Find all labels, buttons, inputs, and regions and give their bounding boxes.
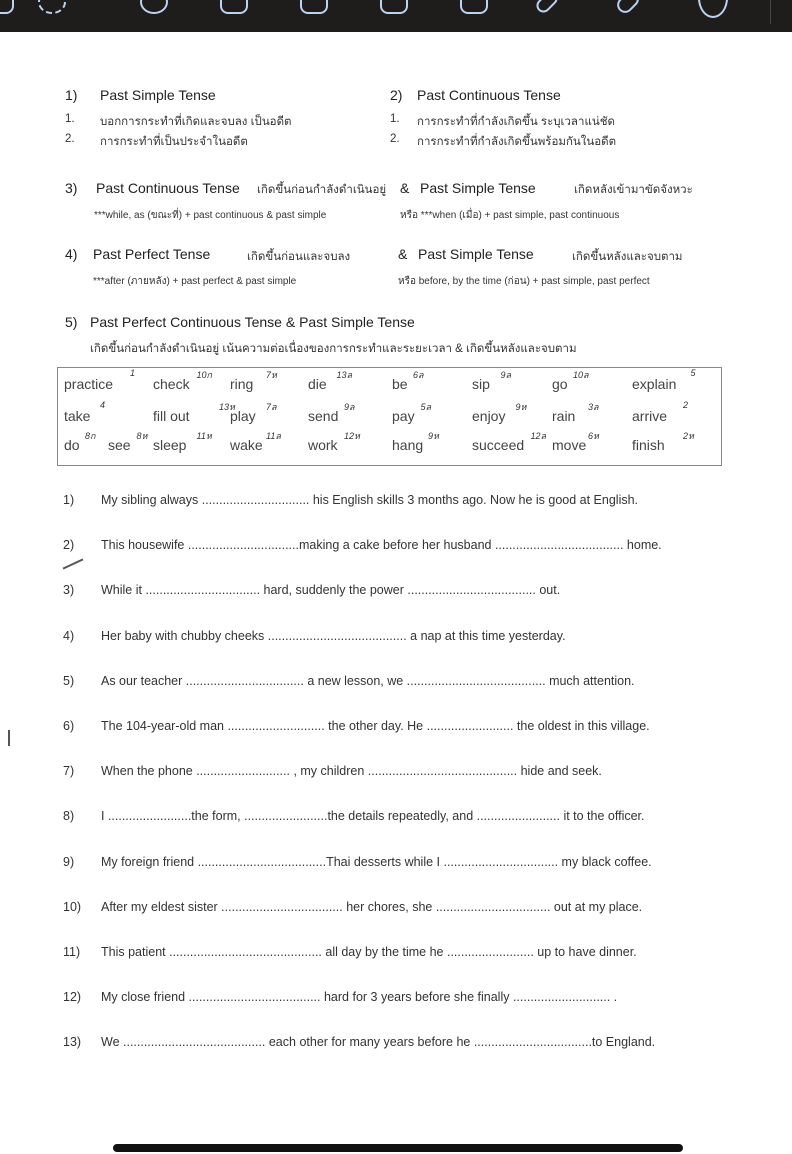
ampersand: & [398, 246, 408, 262]
word-box-item: practice [64, 376, 114, 392]
word-box-item: check [153, 376, 190, 392]
word-box-item: rain [552, 408, 576, 424]
handwritten-note: 13ล [336, 370, 353, 380]
word-box-item: wake [230, 437, 263, 453]
handwritten-note: 3ล [588, 402, 599, 412]
word-box-item: be [392, 376, 408, 392]
handwritten-note: 2 [683, 400, 689, 410]
word-box-item: send [308, 408, 339, 424]
handwritten-note: 13ห [219, 402, 235, 412]
rule-number: 4) [65, 246, 78, 262]
word-box-item: sleep [153, 437, 187, 453]
rule-number: 5) [65, 314, 78, 330]
word-box-item: succeed [472, 437, 525, 453]
question-item [63, 945, 637, 959]
word-box-item: sip [472, 376, 490, 392]
handwritten-note: 11ล [266, 431, 281, 441]
question-item [63, 493, 638, 507]
word-box-item: go [552, 376, 568, 392]
rule-item: การกระทำที่กำลังเกิดขึ้นพร้อมกันในอดีต [417, 136, 617, 148]
word-box-item: arrive [632, 408, 668, 424]
handwritten-note: 1 [130, 368, 136, 378]
word-box-item: fill out [153, 408, 190, 424]
rule-title: Past Simple Tense [100, 87, 216, 103]
question-text: The 104-year-old man ............................ the other day. He ......................... the oldest in this village. [101, 719, 650, 733]
zoom-in-icon[interactable] [460, 0, 488, 14]
question-text: Her baby with chubby cheeks ........................................ a nap at this time yesterday. [101, 628, 566, 643]
question-number: 11) [63, 945, 81, 959]
question-item [63, 538, 662, 552]
pen-icon[interactable] [534, 0, 561, 15]
word-box-item: move [552, 437, 587, 453]
handwritten-note: 6ห [588, 431, 599, 441]
handwritten-note: 12ล [530, 431, 547, 441]
home-indicator[interactable] [113, 1144, 683, 1152]
rule-desc: เกิดหลังเข้ามาขัดจังหวะ [574, 184, 693, 196]
rule-item: การกระทำที่เป็นประจำในอดีต [100, 136, 248, 148]
question-text: My foreign friend .....................................Thai desserts while I ................................. my black coffee. [101, 854, 652, 869]
question-item [63, 674, 635, 688]
rule-desc: เกิดขึ้นก่อนและจบลง [247, 251, 351, 263]
question-number: 1) [63, 493, 75, 507]
rule-number: 1) [65, 87, 78, 103]
rule-desc: เกิดขึ้นก่อนกำลังดำเนินอยู่ [257, 184, 387, 196]
question-text: My close friend ...................................... hard for 3 years before she finally ............................ . [101, 990, 618, 1005]
pen-mark [8, 730, 10, 746]
question-text: This housewife ................................making a cake before her husband ..................................... home. [101, 538, 662, 553]
handwritten-note: 5 [690, 368, 696, 378]
question-text: When the phone ........................... , my children ........................................... hide and seek. [101, 764, 602, 779]
question-item [63, 719, 650, 733]
pen-mark [63, 558, 84, 569]
word-box-item: die [308, 376, 327, 392]
item-number: 1. [390, 113, 400, 125]
word-box-item: finish [632, 437, 665, 453]
rule-title: Past Continuous Tense [417, 87, 561, 103]
question-text: While it ................................. hard, suddenly the power ..................................... out. [101, 583, 561, 598]
question-item [63, 583, 560, 597]
back-icon[interactable] [0, 0, 14, 14]
question-number: 6) [63, 719, 75, 733]
handwritten-note: 7ห [266, 370, 277, 380]
rule-title: Past Perfect Continuous Tense & Past Simple Tense [90, 314, 415, 330]
handwritten-note: 11ห [196, 431, 212, 441]
question-item [63, 900, 642, 914]
question-text: My sibling always ............................... his English skills 3 months ago. Now he is good at English. [101, 493, 639, 507]
rule-title: Past Continuous Tense [96, 180, 240, 196]
handwritten-note: 9ห [515, 402, 527, 412]
word-box-item: enjoy [472, 408, 506, 424]
question-item [63, 855, 652, 869]
word-box-item: see [108, 437, 131, 453]
question-item [63, 990, 617, 1004]
question-number: 7) [63, 764, 75, 779]
lasso-icon[interactable] [38, 0, 66, 14]
keyboard-icon[interactable] [380, 0, 408, 14]
handwritten-note: 9ล [500, 370, 512, 380]
image-icon[interactable] [300, 0, 328, 14]
rule-desc: เกิดขึ้นก่อนกำลังดำเนินอยู่ เน้นความต่อเนื่องของการกระทำและระยะเวลา & เกิดขึ้นหลังและจบตาม [90, 343, 577, 355]
word-box-item: take [64, 408, 91, 424]
rule-title: Past Simple Tense [418, 246, 534, 262]
item-number: 2. [390, 133, 400, 145]
handwritten-note: 9ล [344, 402, 355, 412]
question-item [63, 809, 645, 823]
question-text: After my eldest sister ................................... her chores, she ................................. out at my place. [101, 899, 643, 914]
question-text: I ........................the form, ........................the details repeatedly, and ........................ it to the officer. [101, 809, 645, 824]
rule-number: 3) [65, 180, 78, 196]
rule-item: บอกการกระทำที่เกิดและจบลง เป็นอดีต [100, 116, 292, 128]
rule-number: 2) [390, 87, 403, 103]
question-number: 3) [63, 583, 75, 598]
handwritten-note: 10ก [196, 370, 212, 380]
word-box-item: do [64, 437, 80, 453]
rule-note: หรือ ***when (เมื่อ) + past simple, past continuous [400, 210, 620, 221]
question-number: 12) [63, 990, 82, 1005]
question-number: 8) [63, 809, 75, 824]
eraser-icon[interactable] [614, 0, 642, 16]
word-box-item: ring [230, 376, 254, 392]
handwritten-note: 5ล [420, 402, 432, 412]
handwritten-note: 2ห [683, 431, 694, 441]
ampersand: & [400, 180, 410, 196]
annotation-toolbar [0, 0, 792, 32]
question-number: 2) [63, 538, 75, 553]
word-box-item: hang [392, 437, 424, 453]
question-number: 5) [63, 673, 75, 688]
handwritten-note: 4 [100, 400, 106, 410]
circle-icon[interactable] [698, 0, 728, 18]
rule-item: การกระทำที่กำลังเกิดขึ้น ระบุเวลาแน่ชัด [417, 116, 615, 128]
question-number: 10) [63, 899, 82, 914]
item-number: 2. [65, 133, 75, 145]
handwritten-note: 9ห [428, 431, 439, 441]
question-number: 4) [63, 628, 75, 643]
item-number: 1. [65, 113, 75, 125]
note-icon[interactable] [220, 0, 248, 14]
rule-note: หรือ before, by the time (ก่อน) + past simple, past perfect [398, 276, 650, 287]
rule-title: Past Perfect Tense [93, 246, 211, 262]
word-box-item: play [230, 408, 256, 424]
toolbar-divider [770, 0, 771, 24]
word-box-item: work [308, 437, 338, 453]
question-text: This patient ............................................ all day by the time he ......................... up to have dinner. [101, 945, 637, 959]
rule-title: Past Simple Tense [420, 180, 536, 196]
handwritten-note: 8ก [85, 431, 96, 441]
rule-note: ***while, as (ขณะที่) + past continuous & past simple [94, 210, 327, 221]
question-number: 13) [63, 1035, 82, 1050]
rule-note: ***after (ภายหลัง) + past perfect & past simple [93, 276, 297, 287]
handwritten-note: 8ห [136, 431, 148, 441]
word-box-item: explain [632, 376, 677, 392]
handwritten-note: 10ล [573, 370, 589, 380]
rule-desc: เกิดขึ้นหลังและจบตาม [572, 251, 683, 263]
word-box-item: pay [392, 408, 415, 424]
question-text: We ......................................... each other for many years before he ..................................to England. [101, 1035, 656, 1050]
question-number: 9) [63, 854, 75, 869]
handwritten-note: 12ห [344, 431, 360, 441]
handwritten-note: 7ล [266, 402, 277, 412]
question-item [63, 1035, 655, 1049]
sticker-icon[interactable] [140, 0, 168, 14]
word-box [57, 367, 722, 466]
handwritten-note: 6ล [413, 370, 424, 380]
question-item [63, 764, 602, 778]
question-text: As our teacher .................................. a new lesson, we ........................................ much attention. [101, 673, 635, 688]
question-item [63, 629, 566, 643]
